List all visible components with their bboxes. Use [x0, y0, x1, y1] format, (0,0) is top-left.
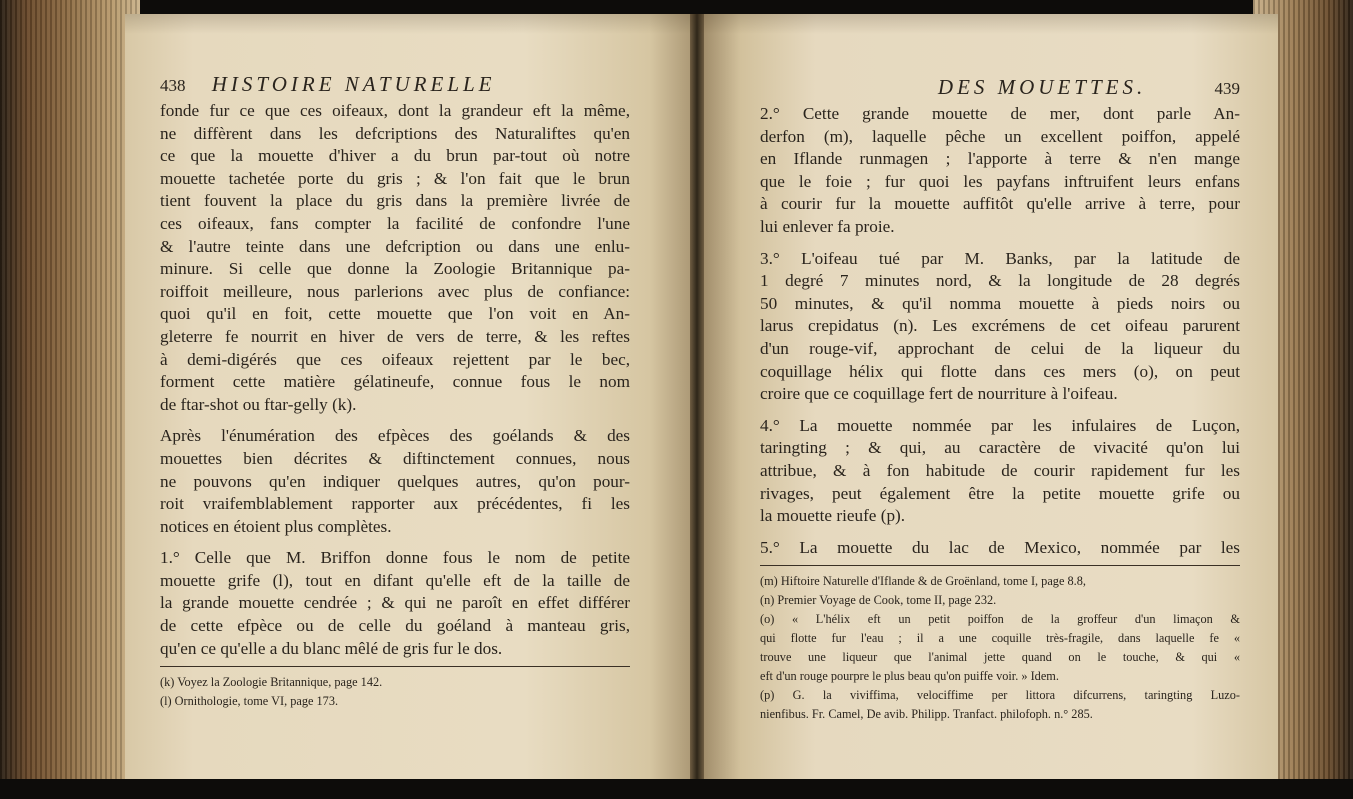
paragraph-gap	[760, 406, 1240, 415]
bottom-shadow-band	[0, 779, 1353, 799]
text-line: lui enlever fa proie.	[760, 216, 895, 236]
footnote: nienfibus. Fr. Camel, De avib. Philipp. Tranfact. philofoph. n.° 285.	[760, 707, 1093, 722]
book-page-edges-left	[0, 0, 140, 799]
text-line: taringting ; & qui, au caractère de vivacité qu'on lui	[760, 438, 1240, 458]
text-line: roit vraifemblablement rapporter aux précédentes, fi les	[160, 494, 630, 514]
text-line: gleterre fe nourrit en hiver de vers de terre, & les reftes	[160, 326, 630, 346]
text-line: minure. Si celle que donne la Zoologie Britannique pa-	[160, 259, 630, 279]
text-line: mouette grife (l), tout en difant qu'elle eft de la taille de	[160, 570, 630, 590]
right-page-text	[760, 75, 1240, 724]
footnote: trouve une liqueur que l'animal jette quand on le touche, & qui «	[760, 650, 1240, 665]
text-line: qu'en ce qu'elle a du blanc mêlé de gris fur le dos.	[160, 638, 503, 658]
text-line: 4.° La mouette nommée par les infulaires de Luçon,	[760, 415, 1240, 435]
footnote-rule	[160, 666, 630, 667]
top-shadow-band	[0, 0, 1353, 14]
text-line: ces oifeaux, fans compter la facilité de confondre l'une	[160, 213, 630, 233]
text-line: forment cette matière gélatineufe, connue fous le nom	[160, 372, 630, 392]
footnote: (n) Premier Voyage de Cook, tome II, page 232.	[760, 593, 997, 608]
text-line: notices en étoient plus complètes.	[160, 516, 392, 536]
footnote: (k) Voyez la Zoologie Britannique, page 142.	[160, 675, 383, 690]
paragraph-gap	[160, 538, 630, 547]
text-line: coquillage hélix qui flotte dans ces mers (o), on peut	[760, 361, 1240, 381]
text-line: ce que la mouette d'hiver a du brun par-tout où notre	[160, 146, 630, 166]
text-line: larus crepidatus (n). Les excrémens de cet oifeau parurent	[760, 316, 1240, 336]
left-running-title: HISTOIRE NATURELLE	[211, 72, 496, 96]
footnote: eft d'un rouge pourpre le plus beau qu'on puiffe voir. » Idem.	[760, 669, 1059, 684]
right-running-title: DES MOUETTES.	[937, 75, 1147, 99]
text-line: 50 minutes, & qu'il nomma mouette à pieds noirs ou	[760, 293, 1240, 313]
text-line: la grande mouette cendrée ; & qui ne paroît en effet différer	[160, 593, 630, 613]
footnote: (p) G. la viviffima, velociffime per littora difcurrens, taringting Luzo-	[760, 688, 1240, 703]
text-line: mouettes bien décrites & diftinctement connues, nous	[160, 448, 630, 468]
text-line: quoi qu'il en foit, cette mouette que l'on voit en An-	[160, 304, 630, 324]
left-footnotes	[160, 673, 630, 711]
text-line: Après l'énumération des efpèces des goélands & des	[160, 426, 630, 446]
text-line: roiffoit meilleure, nous parlerions avec plus de confiance:	[160, 281, 630, 301]
text-line: 2.° Cette grande mouette de mer, dont parle An-	[760, 104, 1240, 123]
text-line: fonde fur ce que ces oifeaux, dont la grandeur eft la même,	[160, 101, 630, 120]
text-line: 1 degré 7 minutes nord, & la longitude de 28 degrés	[760, 271, 1240, 291]
text-line: de cette efpèce ou de celle du goéland à manteau gris,	[160, 616, 630, 636]
left-body	[160, 100, 630, 660]
paragraph-gap	[760, 239, 1240, 248]
text-line: en Iflande runmagen ; l'apporte à terre & n'en mange	[760, 149, 1240, 169]
footnote: qui flotte fur l'eau ; il a une coquille très-fragile, dans laquelle fe «	[760, 631, 1240, 646]
text-line: 3.° L'oifeau tué par M. Banks, par la latitude de	[760, 248, 1240, 268]
text-line: 1.° Celle que M. Briffon donne fous le nom de petite	[160, 548, 630, 568]
right-page-header	[760, 75, 1240, 103]
text-line: à courir fur la mouette auffitôt qu'elle arrive à terre, pour	[760, 194, 1240, 214]
text-line: à demi-digérés que ces oifeaux rejettent par le bec,	[160, 349, 630, 369]
text-line: mouette tachetée porte du gris ; & l'on fait que le brun	[160, 168, 630, 188]
text-line: croire que ce coquillage fert de nourriture à l'oifeau.	[760, 384, 1118, 404]
left-page-header	[160, 72, 630, 100]
book-gutter	[690, 14, 704, 779]
text-line: d'un rouge-vif, approchant de celui de la liqueur du	[760, 338, 1240, 358]
text-line: attribue, & à fon habitude de courir rapidement fur les	[760, 460, 1240, 480]
text-line: derfon (m), laquelle pêche un excellent poiffon, appelé	[760, 126, 1240, 146]
text-line: ne pouvons qu'en indiquer quelques autres, qu'on pour-	[160, 471, 630, 491]
footnote: (o) « L'hélix eft un petit poiffon de la groffeur d'un limaçon &	[760, 612, 1240, 627]
left-page-text	[160, 72, 630, 711]
right-page-number: 439	[1214, 79, 1240, 98]
left-page-number: 438	[160, 76, 186, 95]
footnote: (m) Hiftoire Naturelle d'Iflande & de Groënland, tome I, page 8.8,	[760, 574, 1086, 589]
text-line: que le foie ; fur quoi les payfans inftruifent leurs enfans	[760, 171, 1240, 191]
footnote-rule	[760, 565, 1240, 566]
right-footnotes	[760, 572, 1240, 724]
footnote: (l) Ornithologie, tome VI, page 173.	[160, 694, 339, 709]
text-line: tient fouvent la place du gris dans la première livrée de	[160, 191, 630, 211]
paragraph-gap	[160, 416, 630, 425]
paragraph-gap	[760, 528, 1240, 537]
right-body	[760, 103, 1240, 559]
text-line: 5.° La mouette du lac de Mexico, nommée par les	[760, 537, 1240, 557]
text-line: de ftar-shot ou ftar-gelly (k).	[160, 394, 357, 414]
text-line: & l'autre teinte dans une defcription ou dans une enlu-	[160, 236, 630, 256]
text-line: la mouette rieufe (p).	[760, 506, 906, 526]
text-line: rivages, peut également être la petite mouette grife ou	[760, 483, 1240, 503]
text-line: ne diffèrent dans les defcriptions des Naturaliftes qu'en	[160, 123, 630, 143]
